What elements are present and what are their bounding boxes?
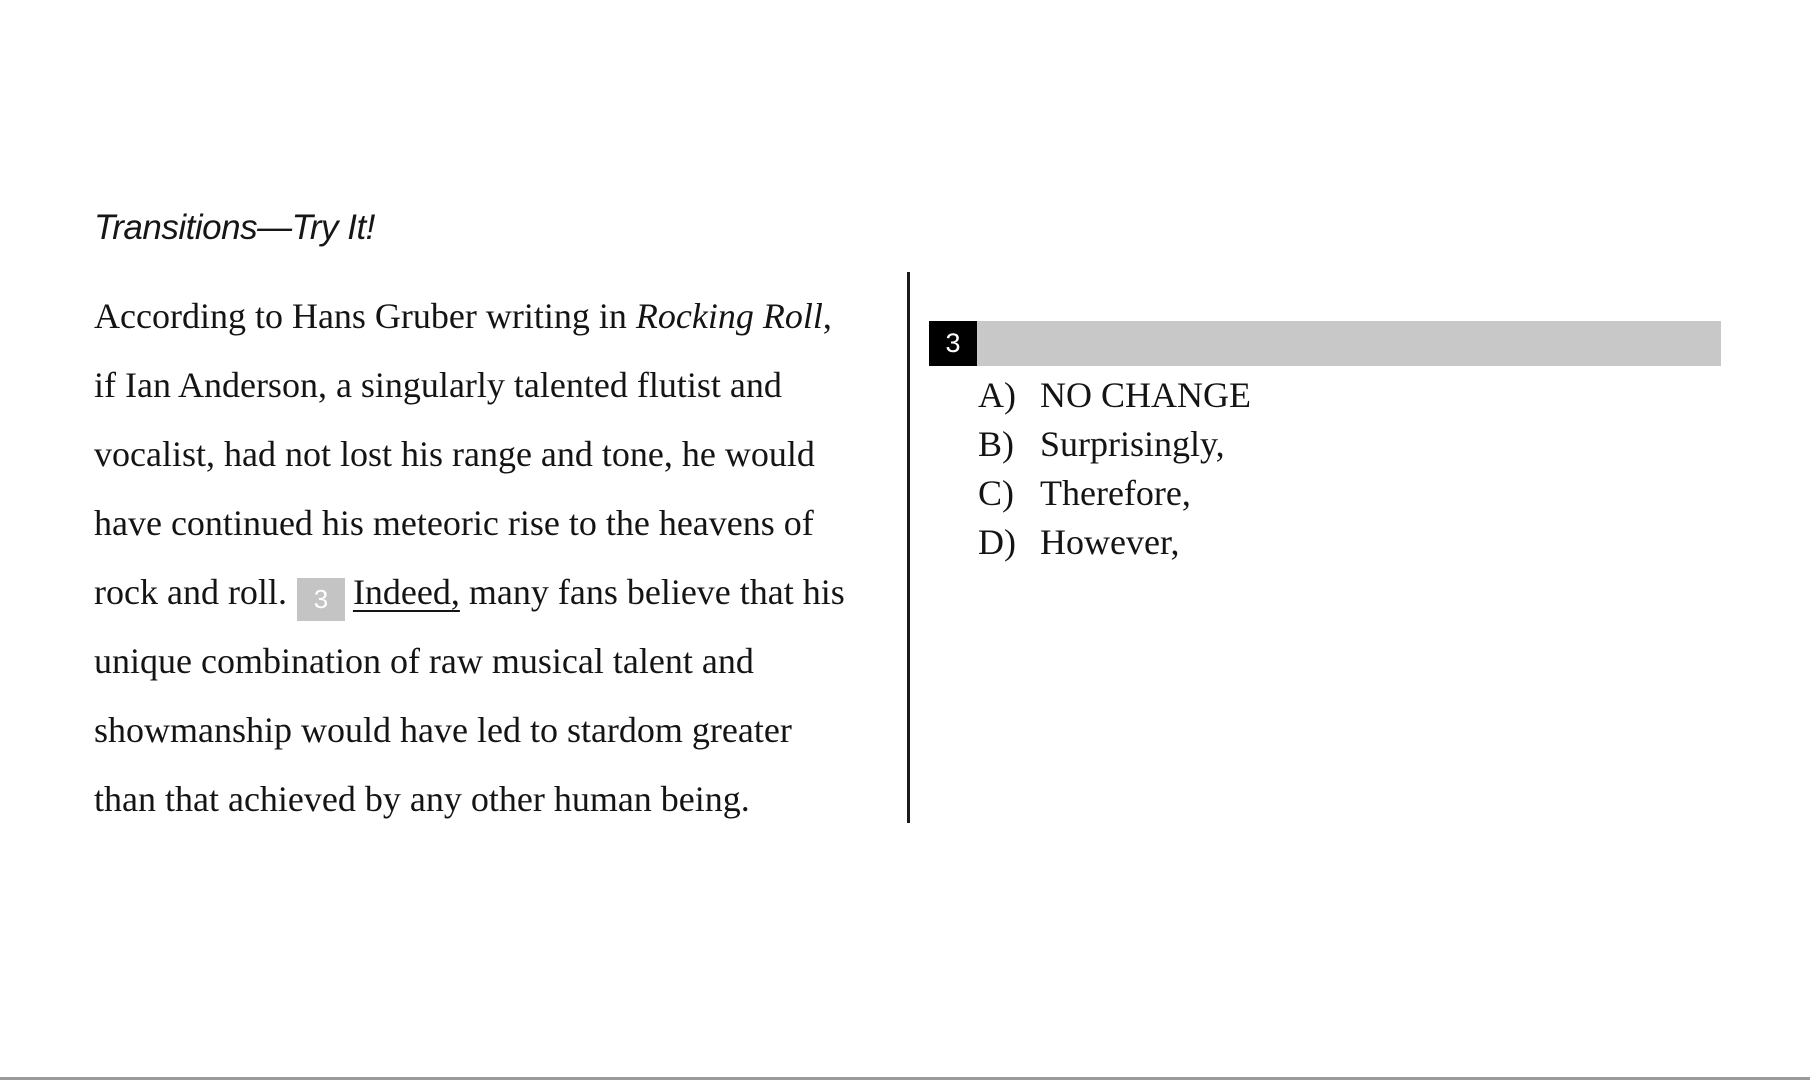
option-letter: B) (978, 424, 1014, 464)
passage-line-3: vocalist, had not lost his range and tone, he would (94, 434, 815, 474)
passage-line-1 (94, 282, 884, 351)
passage-text: many fans believe that his (459, 572, 845, 612)
passage-line-6: unique combination of raw musical talent and (94, 641, 754, 681)
passage (94, 282, 884, 834)
question-number-badge: 3 (929, 321, 977, 366)
passage-line-2: if Ian Anderson, a singularly talented flutist and (94, 365, 782, 405)
passage-line-5 (94, 558, 884, 627)
option-text: NO CHANGE (1040, 375, 1251, 415)
question-marker[interactable]: 3 (297, 578, 345, 621)
heading: Transitions—Try It! (94, 208, 375, 247)
option-b[interactable] (978, 420, 1251, 469)
option-text: However, (1040, 522, 1180, 562)
passage-text: rock and roll. (94, 572, 287, 612)
answer-options (978, 371, 1251, 567)
passage-text: According to Hans Gruber writing in (94, 296, 636, 336)
passage-line-8: than that achieved by any other human being. (94, 779, 750, 819)
option-d[interactable] (978, 518, 1251, 567)
passage-line-7: showmanship would have led to stardom greater (94, 710, 792, 750)
option-a[interactable] (978, 371, 1251, 420)
source-title: Rocking Roll (635, 296, 823, 336)
column-divider (907, 272, 910, 823)
option-letter: D) (978, 522, 1016, 562)
question-header-bar (929, 321, 1721, 366)
option-letter: A) (978, 375, 1016, 415)
underlined-portion: Indeed, (352, 572, 460, 612)
option-letter: C) (978, 473, 1014, 513)
passage-line-4: have continued his meteoric rise to the heavens of (94, 503, 814, 543)
option-text: Therefore, (1040, 473, 1191, 513)
option-c[interactable] (978, 469, 1251, 518)
passage-text: , (822, 296, 832, 336)
option-text: Surprisingly, (1040, 424, 1225, 464)
